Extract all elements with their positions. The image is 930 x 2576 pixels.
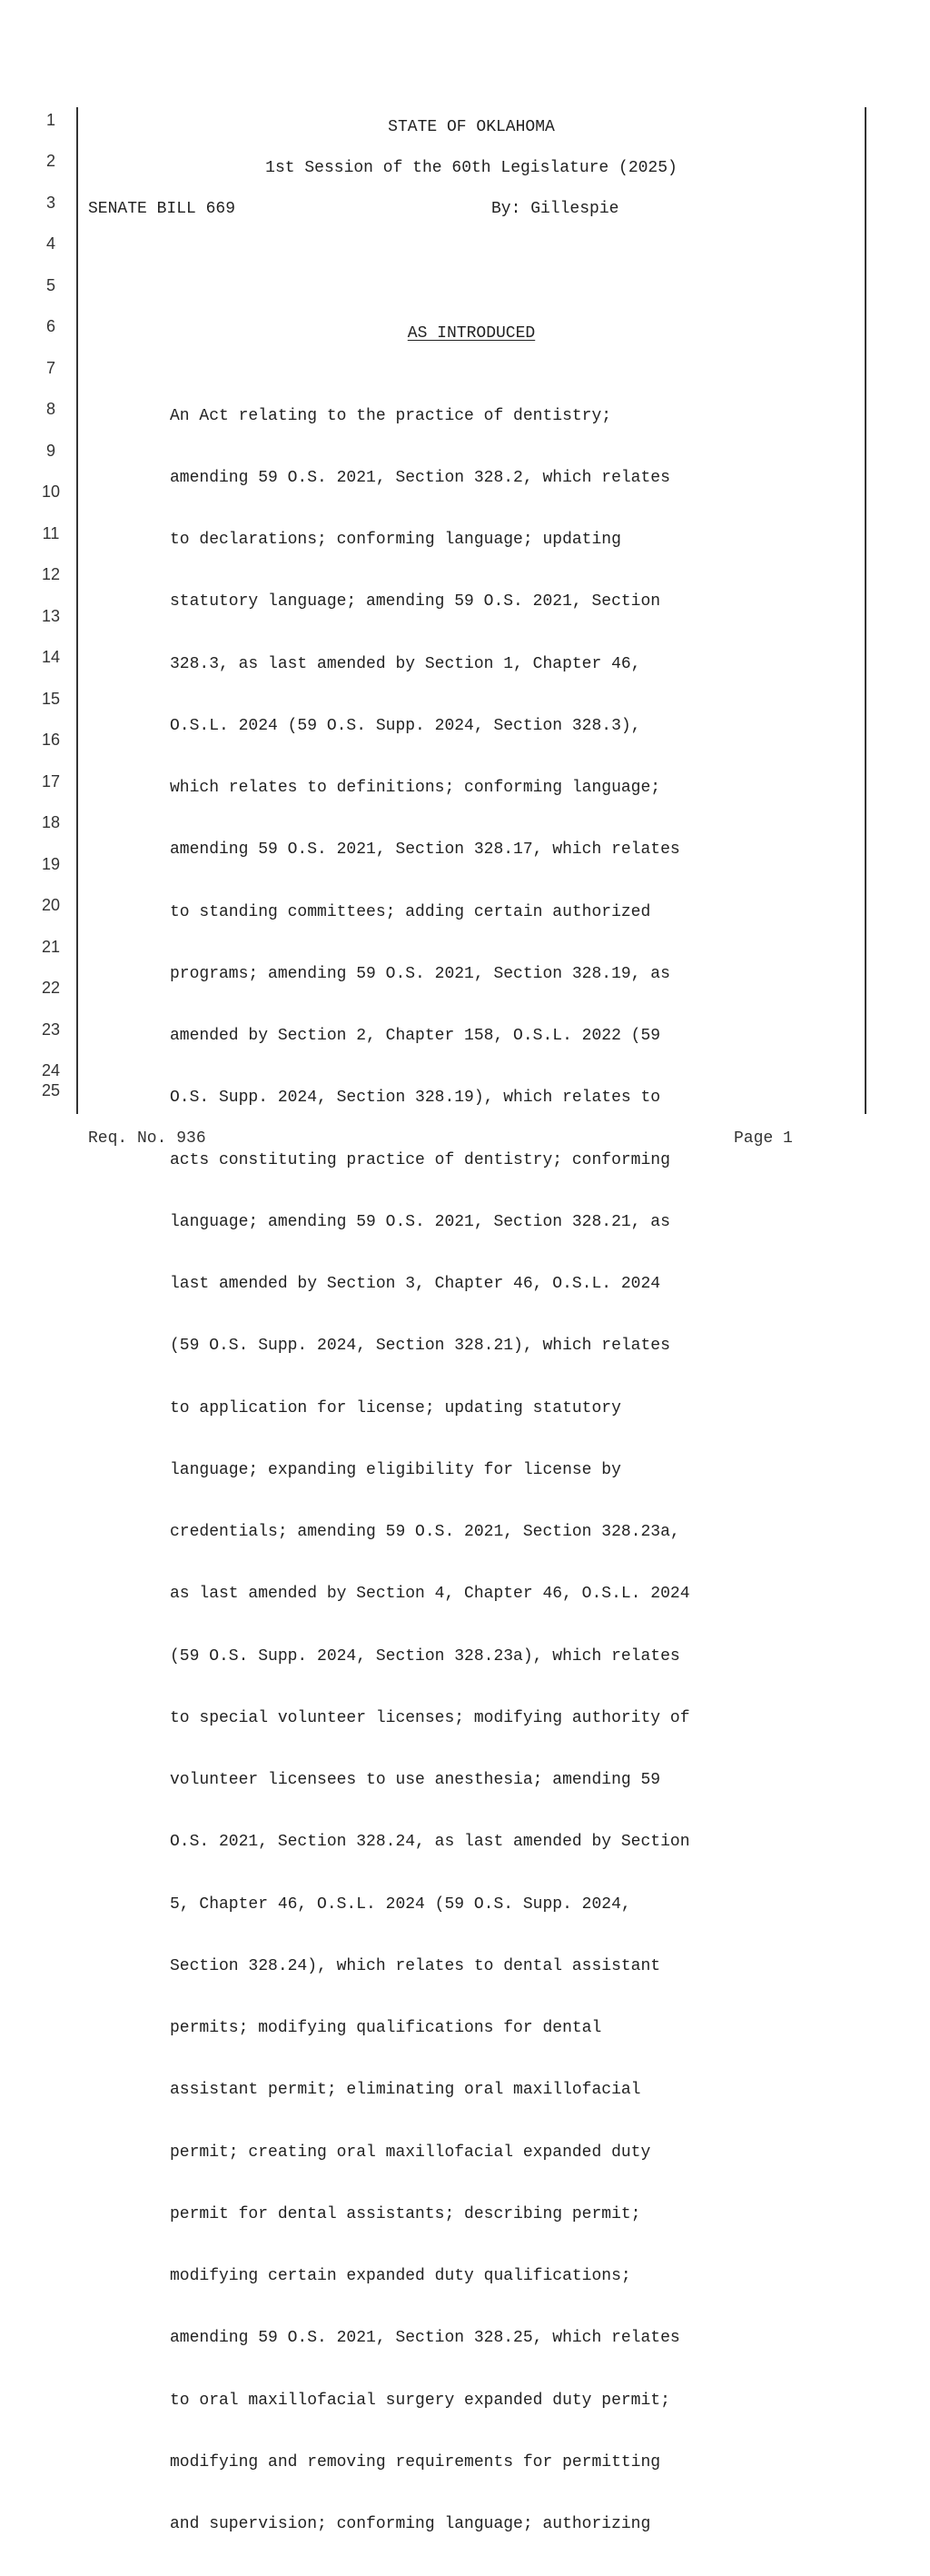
abstract-line: O.S.L. 2024 (59 O.S. Supp. 2024, Section 328.3), <box>170 716 641 735</box>
abstract-line: permit; creating oral maxillofacial expanded duty <box>170 2143 651 2162</box>
abstract-line: amending 59 O.S. 2021, Section 328.25, which relates <box>170 2329 680 2348</box>
abstract-line: language; expanding eligibility for license by <box>170 1460 621 1479</box>
abstract-line: O.S. 2021, Section 328.24, as last amended by Section <box>170 1833 690 1852</box>
line-number-cut <box>33 1081 69 1099</box>
line-number: 24 <box>41 1061 61 1079</box>
abstract-line: statutory language; amending 59 O.S. 2021, Section <box>170 592 661 612</box>
abstract-line: 5, Chapter 46, O.S.L. 2024 (59 O.S. Supp. 2024, <box>170 1895 631 1914</box>
abstract-line: modifying certain expanded duty qualifications; <box>170 2267 631 2285</box>
page-number: Page 1 <box>734 1129 793 1148</box>
abstract-line: to oral maxillofacial surgery expanded duty permit; <box>170 2391 670 2410</box>
abstract-line: amending 59 O.S. 2021, Section 328.17, which relates <box>170 840 680 860</box>
abstract-line: (59 O.S. Supp. 2024, Section 328.23a), which relates <box>170 1646 680 1666</box>
abstract-line: credentials; amending 59 O.S. 2021, Section 328.23a, <box>170 1523 680 1541</box>
status-heading <box>78 323 865 343</box>
line-number: 6 <box>45 317 55 335</box>
request-number: Req. No. 936 <box>88 1129 206 1148</box>
session-heading: 1st Session of the 60th Legislature (2025) <box>265 159 678 177</box>
abstract-line: amended by Section 2, Chapter 158, O.S.L. 2022 (59 <box>170 1027 661 1045</box>
abstract-line: O.S. Supp. 2024, Section 328.19), which relates to <box>170 1089 661 1108</box>
abstract-line: to application for license; updating statutory <box>170 1398 621 1417</box>
line-number: 13 <box>41 607 61 625</box>
abstract-line: assistant permit; eliminating oral maxillofacial <box>170 2081 641 2100</box>
abstract-line: as last amended by Section 4, Chapter 46, O.S.L. 2024 <box>170 1585 690 1604</box>
line-number: 9 <box>45 442 55 460</box>
line-number: 14 <box>41 648 61 666</box>
line-number-column <box>0 0 73 1204</box>
abstract-line: permit for dental assistants; describing permit; <box>170 2204 641 2223</box>
line-number: 16 <box>41 731 61 749</box>
bill-number: SENATE BILL 669 <box>88 200 236 218</box>
abstract-line: amending 59 O.S. 2021, Section 328.2, which relates <box>170 468 670 487</box>
act-title-abstract <box>170 364 806 2576</box>
bill-author: By: Gillespie <box>491 200 619 218</box>
line-number: 4 <box>45 234 55 253</box>
line-number: 18 <box>41 813 61 831</box>
line-number: 8 <box>45 400 55 418</box>
line-number: 11 <box>42 524 60 542</box>
abstract-line: volunteer licensees to use anesthesia; amending 59 <box>170 1771 661 1789</box>
abstract-line: programs; amending 59 O.S. 2021, Section 328.19, as <box>170 964 670 983</box>
abstract-line: 328.3, as last amended by Section 1, Chapter 46, <box>170 654 641 673</box>
abstract-line: (59 O.S. Supp. 2024, Section 328.21), which relates <box>170 1337 670 1356</box>
abstract-line: permits; modifying qualifications for dental <box>170 2019 602 2037</box>
line-number: 15 <box>41 690 61 708</box>
line-number: 7 <box>45 359 55 377</box>
line-number: 10 <box>41 482 61 501</box>
abstract-line: to standing committees; adding certain authorized <box>170 902 651 921</box>
line-number: 2 <box>45 152 55 170</box>
line-number: 3 <box>45 194 55 212</box>
state-heading: STATE OF OKLAHOMA <box>388 118 555 136</box>
line-number: 22 <box>41 979 61 997</box>
abstract-line: Section 328.24), which relates to dental assistant <box>170 1956 661 1975</box>
right-margin-rule <box>865 107 866 1114</box>
abstract-line: which relates to definitions; conforming language; <box>170 779 661 797</box>
abstract-line: language; amending 59 O.S. 2021, Section 328.21, as <box>170 1212 670 1231</box>
abstract-line: to declarations; conforming language; updating <box>170 531 621 549</box>
line-number: 23 <box>41 1020 61 1039</box>
status-heading-text: AS INTRODUCED <box>407 324 536 343</box>
line-number: 19 <box>41 855 61 873</box>
line-number: 12 <box>41 565 61 583</box>
abstract-line: last amended by Section 3, Chapter 46, O.S.L. 2024 <box>170 1275 661 1293</box>
line-number: 5 <box>45 276 55 294</box>
abstract-line: acts constituting practice of dentistry; conforming <box>170 1150 670 1169</box>
abstract-line: modifying and removing requirements for permitting <box>170 2452 661 2472</box>
line-number: 17 <box>41 772 61 791</box>
abstract-line: An Act relating to the practice of dentistry; <box>170 406 612 425</box>
line-number: 21 <box>41 938 61 956</box>
line-number: 25 <box>41 1081 61 1099</box>
left-margin-rule <box>76 107 78 1114</box>
line-number: 20 <box>41 896 61 914</box>
abstract-line: and supervision; conforming language; authorizing <box>170 2515 651 2533</box>
line-number: 1 <box>45 111 55 129</box>
abstract-line: to special volunteer licenses; modifying authority of <box>170 1708 690 1727</box>
